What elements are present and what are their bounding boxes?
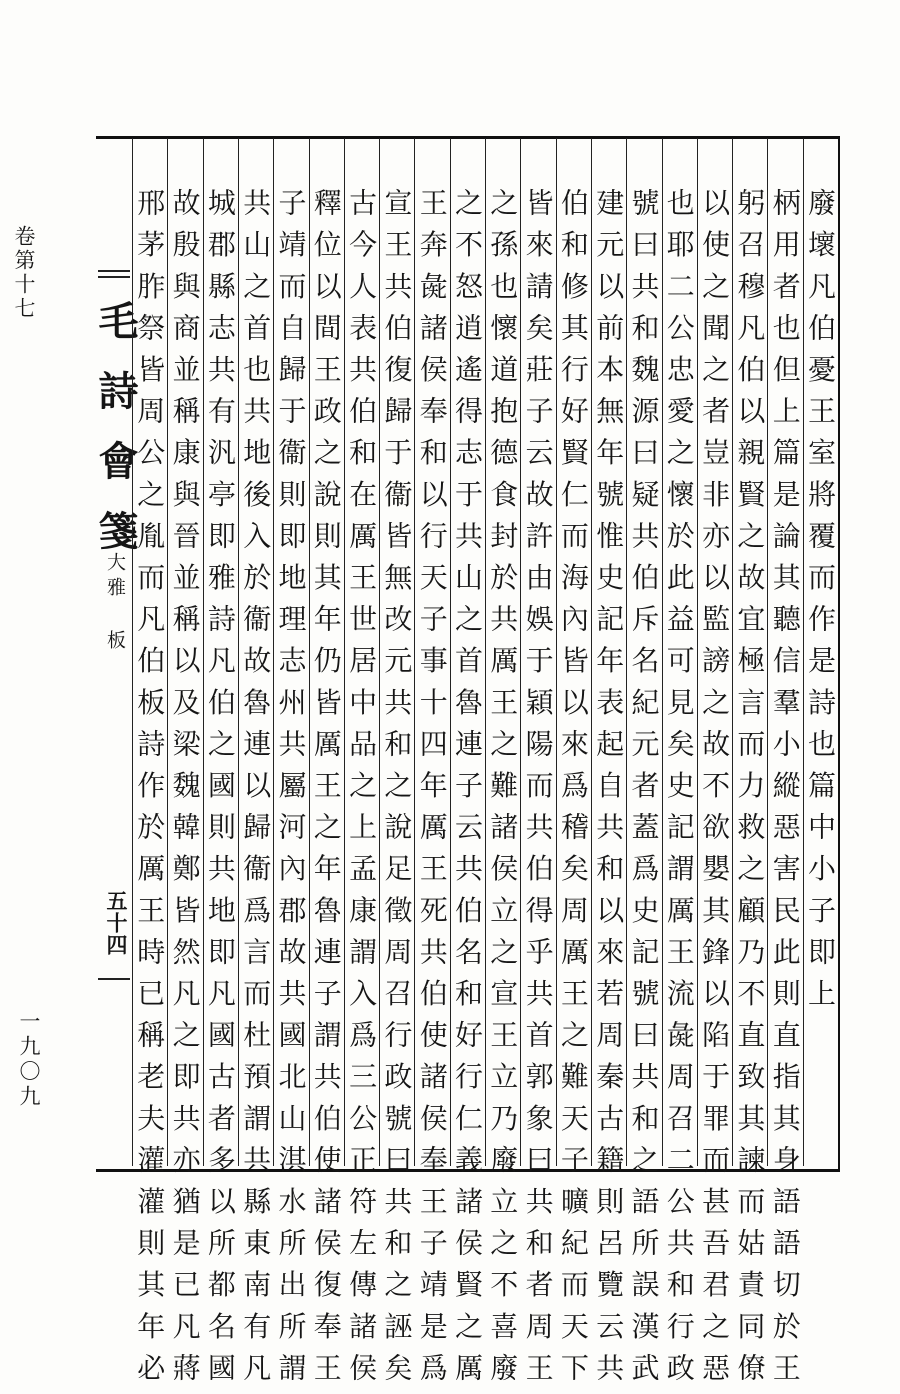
text-column xyxy=(803,138,838,1166)
column-text: 躬召穆凡伯以親賢之故宜極言而力救之顧乃不直致其諫而姑責同僚 xyxy=(733,188,767,1394)
column-text: 號曰共和魏源曰疑共伯斥名紀元者蓋爲史記號曰共和之語所誤漢武 xyxy=(627,188,661,1394)
column-text: 建元以前本無年號惟史記年表起自共和以來若周秦古籍則呂覽云共 xyxy=(592,188,626,1394)
text-column xyxy=(344,138,379,1394)
text-column xyxy=(203,138,238,1394)
section-label: 大雅 板 xyxy=(104,552,126,655)
text-column xyxy=(309,138,344,1394)
text-column xyxy=(167,138,202,1394)
folio-number: 五十四 xyxy=(104,890,129,956)
text-column xyxy=(414,138,449,1394)
text-column xyxy=(591,138,626,1394)
spine-rule-top-inner xyxy=(98,276,130,278)
text-column xyxy=(556,138,591,1394)
text-column xyxy=(379,138,414,1394)
spine-rule-top xyxy=(98,270,130,272)
page-number: 一九〇九 xyxy=(17,1010,41,1110)
column-text: 王奔彘諸侯奉和以行天子事十四年厲王死共伯使諸侯奉王子靖是爲 xyxy=(415,188,449,1394)
text-column xyxy=(273,138,308,1394)
text-column xyxy=(697,138,732,1394)
text-column xyxy=(626,138,661,1394)
text-column xyxy=(732,138,767,1394)
book-title: 毛詩會箋 xyxy=(92,300,139,580)
volume-label: 卷第十七 xyxy=(12,225,36,321)
column-text: 釋位以間王政之說則其年仍皆厲王之年魯連子謂共伯使諸侯復奉王 xyxy=(309,188,343,1394)
text-column xyxy=(520,138,555,1394)
text-column xyxy=(450,138,485,1394)
text-column xyxy=(238,138,273,1394)
column-text: 子靖而自歸于衞則即地理志州共屬河內郡故共國北山淇水所出所謂 xyxy=(274,188,308,1394)
text-column xyxy=(485,138,520,1394)
column-text: 共山之首也共地後入於衞故魯連以歸衞爲言而杜預謂共縣東南有凡 xyxy=(239,188,273,1394)
column-text: 城郡縣志共有汎亭即雅詩凡伯之國則共地即凡國古者多以所都名國 xyxy=(203,188,237,1394)
column-text: 廢壞凡伯憂王室將覆而作是詩也篇中小子即上 xyxy=(803,188,837,1020)
text-column xyxy=(767,138,802,1394)
column-text: 柄用者也但上篇是論其聽信羣小縱惡害民此則直指其身語語切於王 xyxy=(768,188,802,1394)
column-text: 之孫也懷道抱德食封於共厲王之難諸侯立之宣王立乃廢立之不喜廢 xyxy=(486,188,520,1394)
column-text: 邢茅胙祭皆周公之胤而凡伯板詩作於厲王時已稱老夫灌灌則其年必 xyxy=(133,188,167,1394)
text-column xyxy=(662,138,697,1394)
column-text: 古今人表共伯和在厲王世居中品之上孟康謂入爲三公正符左傳諸侯 xyxy=(345,188,379,1394)
column-text: 以使之聞之者豈非亦以監謗之故不欲嬰其鋒以陷于罪而甚吾君之惡 xyxy=(698,188,732,1394)
text-column xyxy=(132,138,167,1394)
column-text: 故殷與商並稱康與晉並稱以及梁魏韓鄭皆然凡之即共亦猶是已凡蔣 xyxy=(168,188,202,1394)
column-text: 也耶二公忠愛之懷於此益可見矣史記謂厲王流彘周召二公共和行政 xyxy=(662,188,696,1394)
column-text: 皆來請矣莊子云故許由娛于穎陽而共伯得乎共首郭象曰共和者周王 xyxy=(521,188,555,1394)
column-text: 之不怒逍遙得志于共山之首魯連子云共伯名和好行仁義諸侯賢之厲 xyxy=(450,188,484,1394)
column-text: 宣王共伯復歸于衞皆無改元共和之說足徵周召行政號曰共和之誣矣 xyxy=(380,188,414,1394)
spine-rule-bottom xyxy=(98,978,130,980)
column-text: 伯和修其行好賢仁而海內皆以來爲稽矣周厲王之難天子曠紀而天下 xyxy=(556,188,590,1394)
